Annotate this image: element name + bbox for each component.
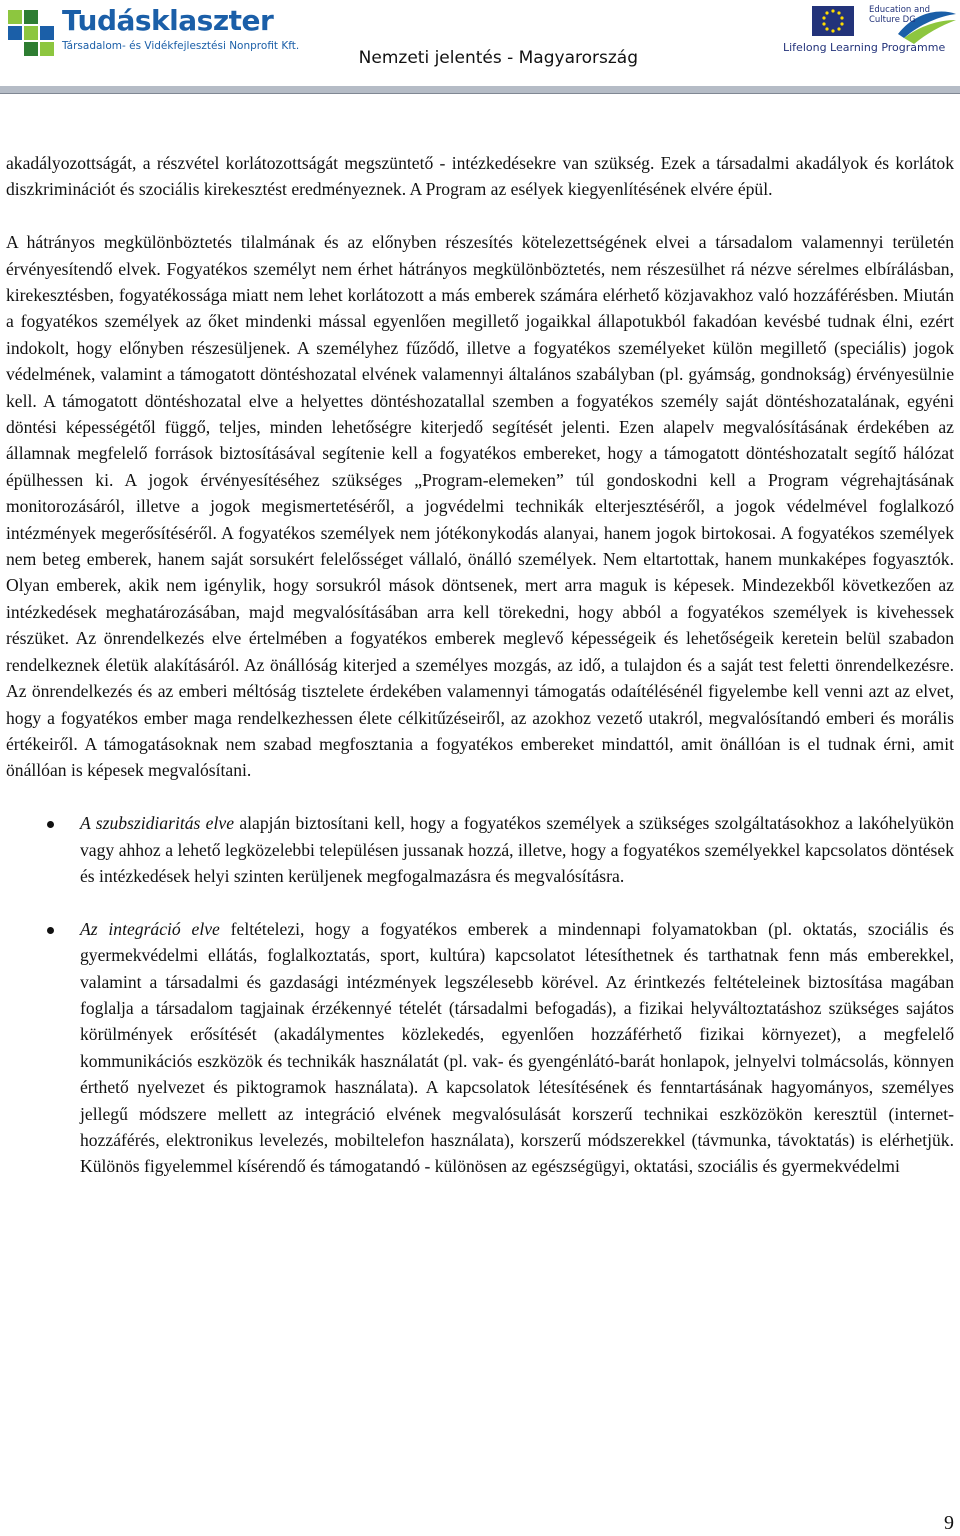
list-item [80, 916, 954, 1180]
bullet-icon [47, 821, 54, 828]
logo-subtitle: Társadalom- és Vidékfejlesztési Nonprofit Kft. [62, 40, 300, 52]
header-divider [0, 86, 960, 94]
page-header [0, 0, 960, 95]
llp-text: Lifelong Learning Programme [783, 41, 946, 54]
document-body [6, 150, 954, 1206]
paragraph-1: akadályozottságát, a részvétel korlátozottságát megszüntető - intézkedésekre van szükség. Ezek a társadalmi akadályok és korlátok diszkriminációt és szociális kirekesztést eredményeznek. A Program az esélyek kiegyenlítésének elvére épül. [6, 153, 954, 200]
list-item-lead: A szubszidiaritás elve [80, 813, 235, 834]
principle-list [6, 810, 954, 1180]
list-item-text: alapján biztosítani kell, hogy a fogyatékos személyek a szükséges szolgáltatásokhoz a lakóhelyükön vagy ahhoz a lehető legközelebbi településen jussanak hozzá, illetve, hogy a fogyatékos személyekkel kapcsolatos döntések és intézkedések helyi szinten kerüljenek megfogalmazásra és megvalósításra. [80, 813, 954, 886]
page-number: 9 [944, 1512, 954, 1534]
list-item-text: feltételezi, hogy a fogyatékos emberek a mindennapi folyamatokban (pl. oktatás, szociális és gyermekvédelmi ellátás, foglalkoztatás, sport, kultúra) kapcsolatot létesíthetnek és tarthatnak fenn más emberekkel, valamint a társadalmi és gazdasági intézmények legszélesebb körével. Az érintkezés feltételeinek biztosítása magában foglalja a társadalom tagjainak érzékennyé tételét (társadalmi befogadás), a fizikai helyváltoztatáshoz szükséges sajátos körülmények erősítését (akadálymentes közlekedés, egyenlően hozzáférhető fizikai környezet), a megfelelő kommunikációs eszközök és technikák használatát (pl. vak- és gyengénlátó-barát honlapok, jelnyelvi tolmácsolás, könnyen érthető nyelvezet és piktogramok használata). A kapcsolatok létesítésének és fenntartásának hagyományos, személyes jellegű módszere mellett az integráció elvének megvalósulását korszerű technikai eszközökön keresztül (internet-hozzáférés, elektronikus levelezés, mobiltelefon használata), korszerű módszerekkel (távmunka, távoktatás) is elérhetjük. Különös figyelemmel kísérendő és támogatandó - különösen az egészségügyi, oktatási, szociális és gyermekvédelmi [80, 918, 954, 1177]
list-item [80, 810, 954, 889]
eu-dg-text: Education and Culture DG [869, 5, 931, 25]
paragraph-2: A hátrányos megkülönböztetés tilalmának és az előnyben részesítés kötelezettségének elvei a társadalom valamennyi területén érvényesítendő elvek. Fogyatékos személyt nem érhet hátrányos megkülönböztetés, nem részesülhet rá nézve sérelmes elbírálásban, kirekesztésben, fogyatékossága miatt nem lehet korlátozott a más emberek számára elérhető közjavakhoz való hozzáférésben. Miután a fogyatékos személyek az őket mindenki mással egyenlően megillető jogaikkal állapotukból fakadóan kevésbé tudnak élni, ezért indokolt, hogy előnyben részesüljenek. A személyhez fűződő, illetve a fogyatékos személyeket külön megillető (speciális) jogok védelmének, valamint a támogatott döntéshozatal elvének valamennyi általános szabályban (pl. gyámság, gondnokság) érvényesülnie kell. A támogatott döntéshozatal elve a helyettes döntéshozatallal szemben a fogyatékos személy saját döntéshozatalának, egyéni döntési képességétől függő, teljes, minden lehetőségre kiterjedő segítését jelenti. Ezen alapelv megvalósításának érdekében az államnak megfelelő források biztosításával segítenie kell a fogyatékos embereket, hogy a támogatott döntéshozatalt segítő hálózat épülhessen ki. A jogok érvényesítéséhez szükséges „Program-elemeken” túl gondoskodni kell a Program végrehajtásának monitorozásáról, illetve a jogok megismertetéséről, a jogvédelmi technikák elterjesztéséről, a jogok védelmével foglalkozó intézmények megerősítéséről. A fogyatékos személyek nem jótékonykodás alanyai, hanem jogok birtokosai. A fogyatékos személyek nem beteg emberek, hanem saját sorsukért felelősséget vállaló, önálló személyek. Nem eltartottak, hanem munkaképes fogyasztók. Olyan emberek, akik nem igénylik, hogy sorsukról mások döntsenek, mert arra maguk is képesek. Mindezekből következően az intézkedések meghatározásában, majd megvalósításában arra kell törekedni, hogy abból a fogyatékos személyek is kivehessek részüket. Az önrendelkezés elve értelmében a fogyatékos emberek meglevő képességeik és lehetőségeik keretein belül szabadon rendelkeznek életük alakításáról. Az önállóság kiterjed a személyes mozgás, az idő, a tulajdon és a saját test feletti önrendelkezésre. Az önrendelkezés és az emberi méltóság tisztelete érdekében valamennyi támogatás odaítélésénél figyelembe kell venni azt az elvet, hogy a fogyatékos ember maga rendelkezhessen élete célkitűzéseiről, az azokhoz vezető utakról, megvalósítandó emberi és morális értékeiről. A támogatásoknak nem szabad megfosztania a fogyatékos embereket mindattól, amit önállóan is el tudnak érni, amit önállóan is képesek megvalósítani. [6, 232, 954, 781]
logo-name: Tudásklaszter [62, 4, 274, 37]
page-title: Nemzeti jelentés - Magyarország [358, 48, 638, 68]
list-item-lead: Az integráció elve [80, 918, 220, 939]
bullet-icon [47, 927, 54, 934]
